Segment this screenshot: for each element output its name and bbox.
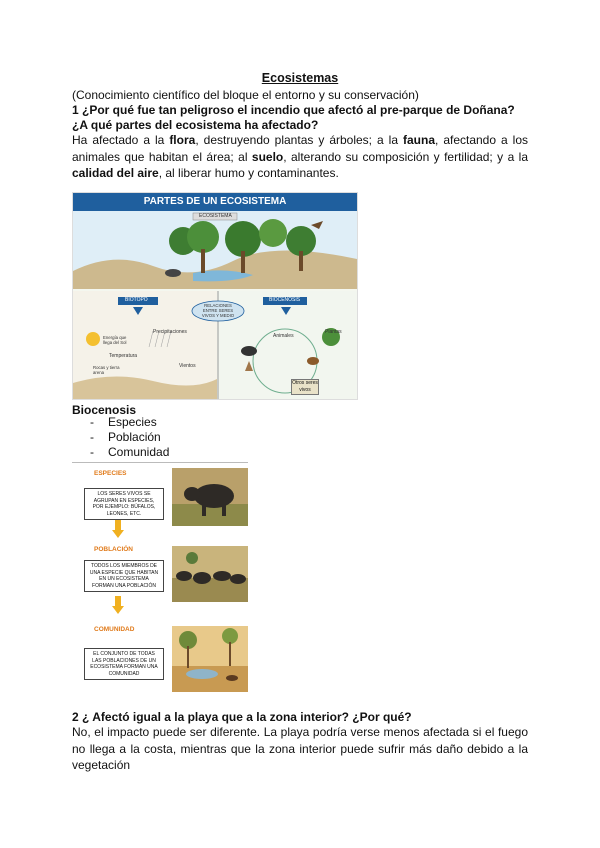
subtitle: (Conocimiento científico del bloque el entorno y su conservación) <box>72 88 419 102</box>
label-temperatura: Temperatura <box>109 353 138 359</box>
document-title: Ecosistemas <box>261 71 339 85</box>
definition-poblacion: TODOS LOS MIEMBROS DE UNA ESPECIE QUE HABITAN EN UN ECOSISTEMA FORMAN UNA POBLACIÓN <box>84 560 164 592</box>
buffalo-photo <box>172 468 248 526</box>
label-rocas: Rocas y tierra arena <box>93 365 120 375</box>
label-plantas: Plantas <box>325 329 342 335</box>
label-animales: Animales <box>273 333 294 339</box>
divider <box>72 462 248 463</box>
answer-1 <box>72 132 528 182</box>
answer-1-fauna: fauna <box>402 133 435 147</box>
label-precipitaciones: Precipitaciones <box>153 329 187 335</box>
answer-2: No, el impacto puede ser diferente. La playa podría verse menos afectada si el fuego no llega a la costa, mientras que la zona interior puede sufrir más daño debido a la vegetación <box>72 725 528 772</box>
answer-1-text: , al liberar humo y contaminantes. <box>158 166 339 180</box>
label-relaciones: RELACIONES ENTRE SERES VIVOS Y MEDIO <box>201 303 235 318</box>
label-energia: Energía que llega del Sol <box>103 335 127 345</box>
label-biotopo: BIOTOPO <box>125 297 148 303</box>
community-illustration <box>172 626 248 692</box>
answer-1-text: Ha afectado a la <box>72 133 170 147</box>
list-item: - Especies <box>90 415 157 429</box>
label-biocenosis: BIOCENOSIS <box>269 297 301 303</box>
list-item-label: Especies <box>108 415 157 429</box>
answer-1-aire: calidad del aire <box>72 166 159 180</box>
biocenosis-heading: Biocenosis <box>72 403 137 417</box>
question-1b: ¿A qué partes del ecosistema ha afectado? <box>72 118 319 132</box>
stage-comunidad: COMUNIDAD <box>94 626 135 633</box>
question-1: 1 ¿Por qué fue tan peligroso el incendio que afectó al pre-parque de Doñana? <box>72 103 515 117</box>
answer-1-flora: flora <box>169 133 196 147</box>
definition-especies: LOS SERES VIVOS SE AGRUPAN EN ESPECIES, POR EJEMPLO: BÚFALOS, LEONES, ETC. <box>84 488 164 520</box>
arrow-down-icon <box>112 596 124 614</box>
answer-1-text: , destruyendo plantas y árboles; a la <box>195 133 403 147</box>
ecosystem-diagram <box>72 192 358 400</box>
question-2: 2 ¿ Afectó igual a la playa que a la zona interior? ¿Por qué? <box>72 710 412 724</box>
answer-1-text: , alterando su composición y fertilidad; y a la <box>283 149 529 164</box>
list-item-label: Comunidad <box>108 445 170 459</box>
label-vientos: Vientos <box>179 363 196 369</box>
biocenosis-list <box>90 415 169 460</box>
label-otros: Otros seres vivos <box>292 380 318 393</box>
arrow-down-icon <box>112 520 124 538</box>
list-item: - Población <box>90 430 161 444</box>
stage-especies: ESPECIES <box>94 470 127 477</box>
answer-1-text: , afectando a los animales que habitan el área; al <box>72 133 528 164</box>
stage-poblacion: POBLACIÓN <box>94 546 133 553</box>
definition-comunidad: EL CONJUNTO DE TODAS LAS POBLACIONES DE UN ECOSISTEMA FORMAN UNA COMUNIDAD <box>84 648 164 680</box>
biocenosis-diagram <box>72 462 248 694</box>
list-item: - Comunidad <box>90 445 170 459</box>
herd-photo <box>172 546 248 602</box>
diagram-title: PARTES DE UN ECOSISTEMA <box>73 193 357 211</box>
list-item-label: Población <box>108 430 161 444</box>
label-ecosistema: ECOSISTEMA <box>199 213 232 219</box>
answer-1-suelo: suelo <box>251 149 284 164</box>
